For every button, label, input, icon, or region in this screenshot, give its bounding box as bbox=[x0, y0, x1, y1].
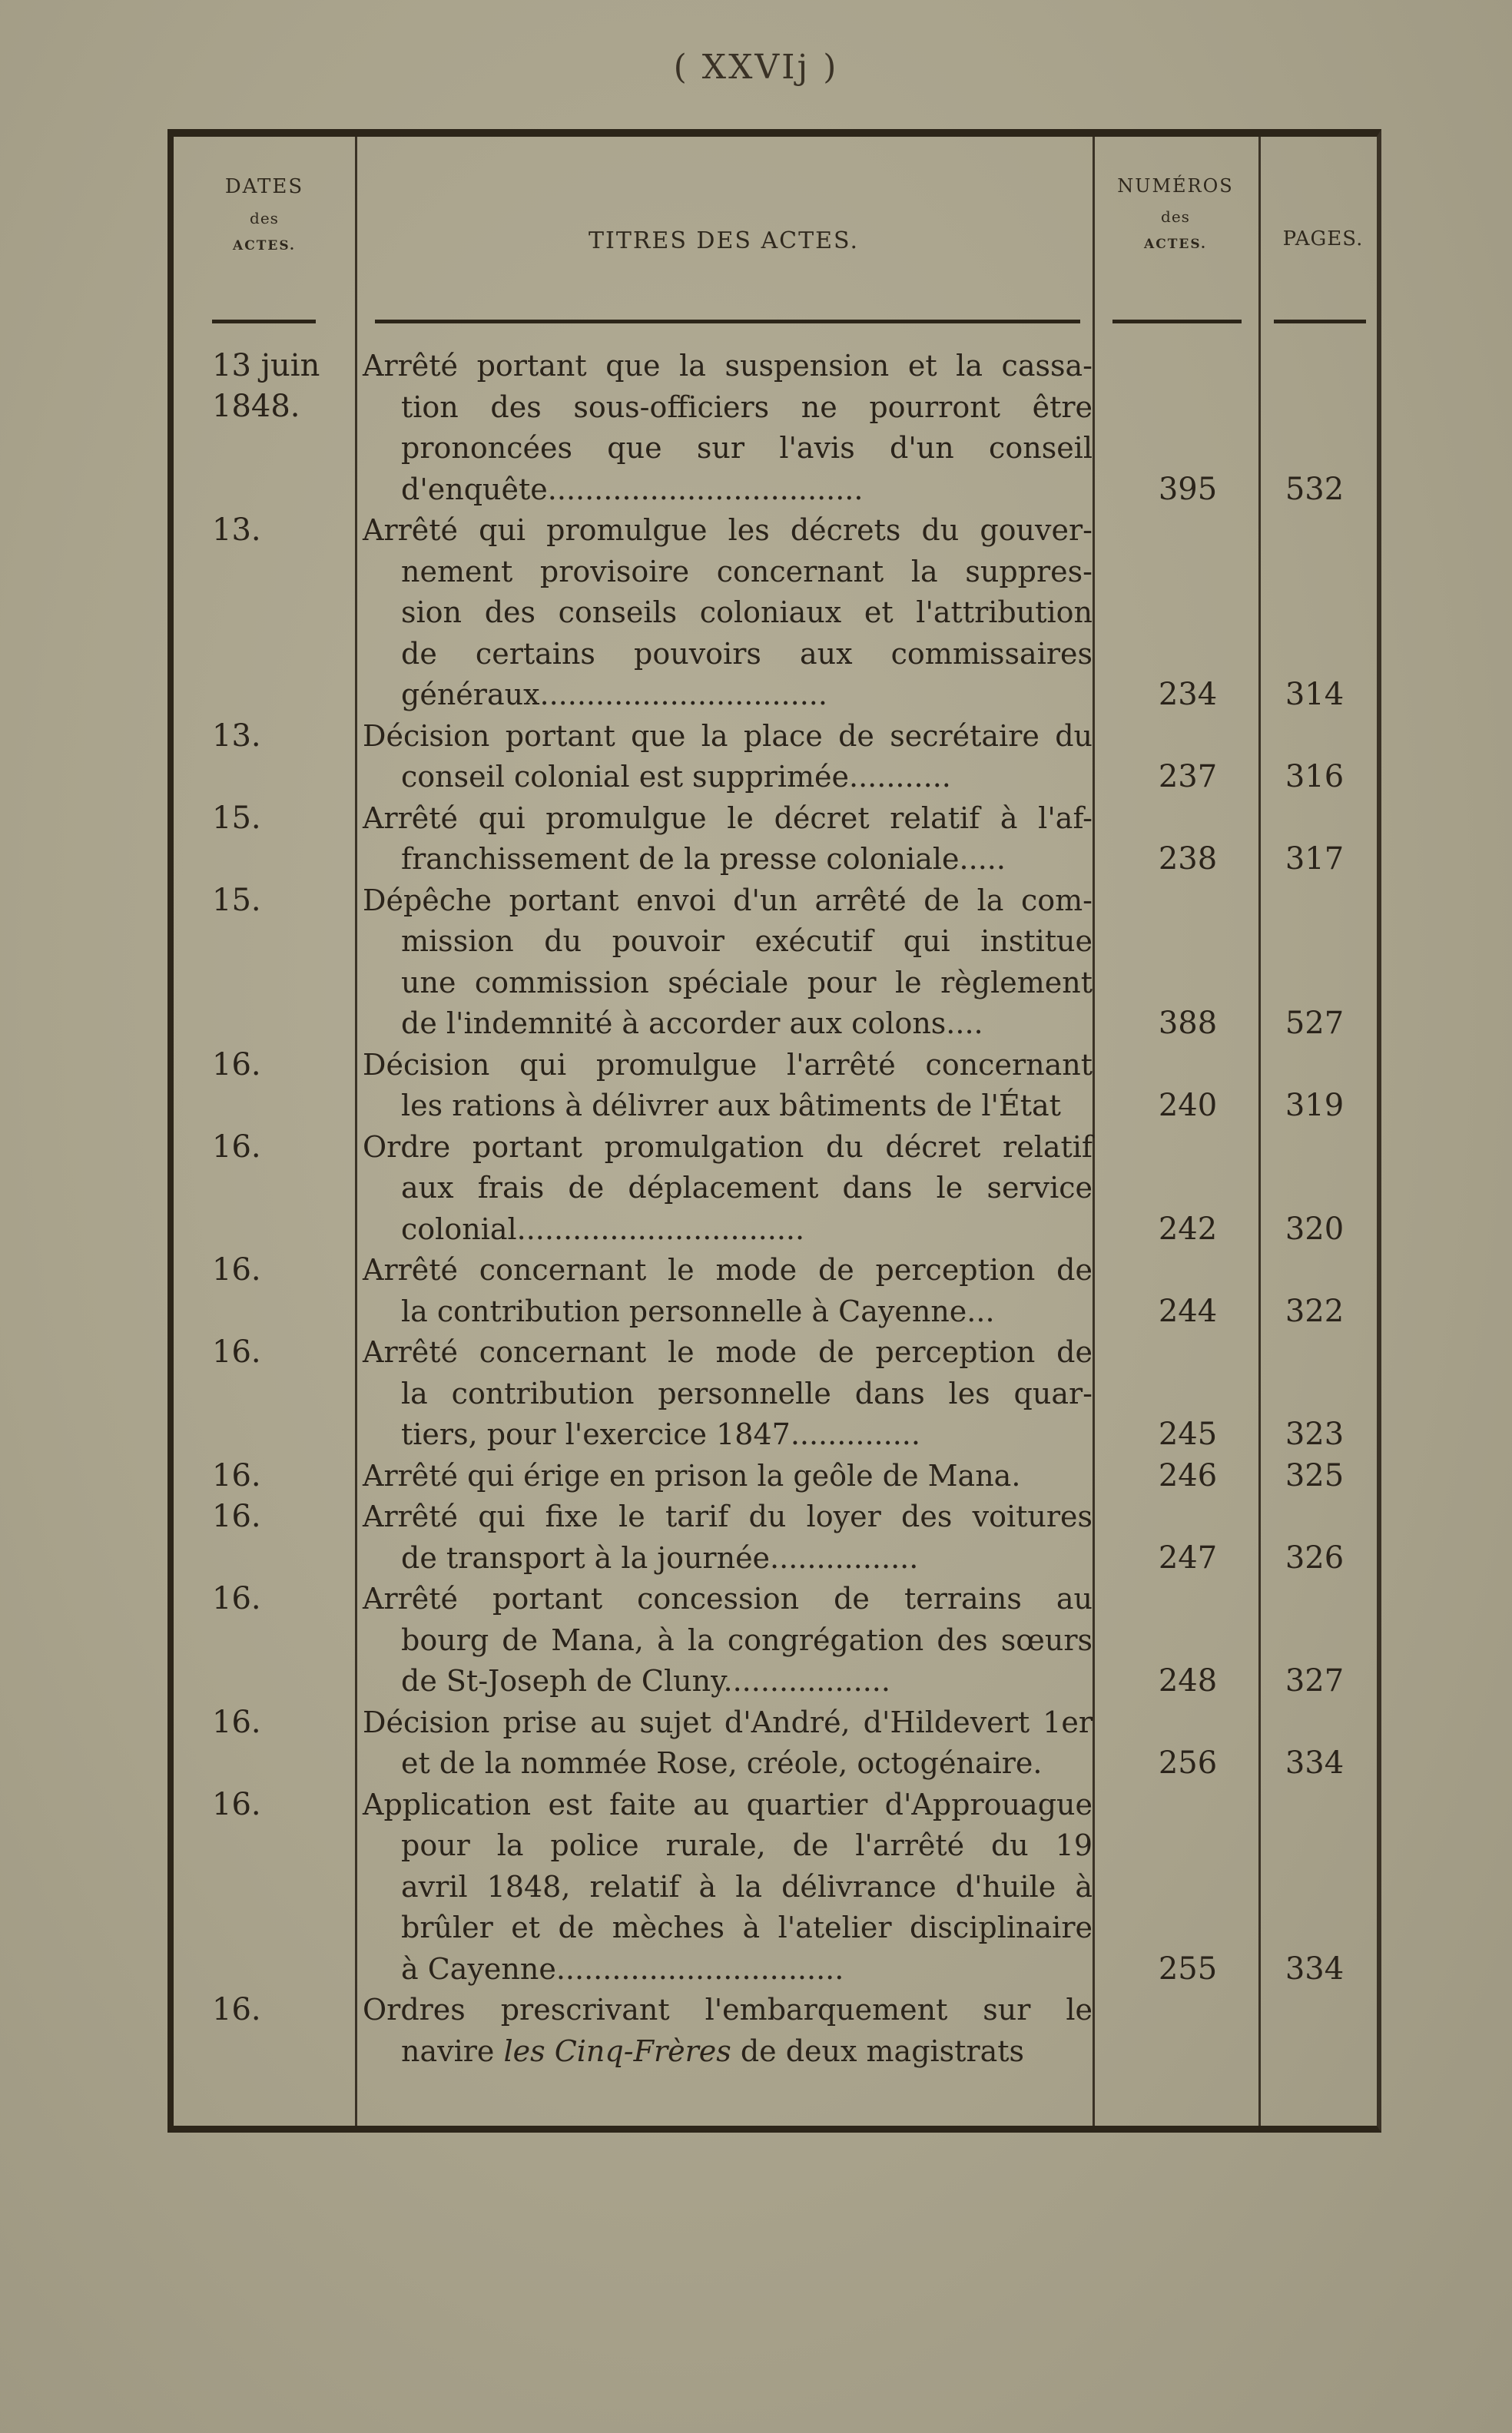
entry-number: 247 bbox=[1158, 1540, 1218, 1576]
entry-title-line: la contribution personnelle dans les quar- bbox=[401, 1376, 1093, 1410]
entry-title-line: une commission spéciale pour le règlement bbox=[401, 965, 1093, 999]
entry-title-line: nement provisoire concernant la suppres- bbox=[401, 554, 1093, 588]
entry-date: 16. bbox=[212, 1499, 261, 1534]
entry-title-line: de certains pouvoirs aux commissaires bbox=[401, 636, 1093, 671]
column-divider-numbers bbox=[1258, 137, 1261, 2126]
header-dates: DATES des ACTES. bbox=[224, 175, 304, 254]
column-divider-titles bbox=[1093, 137, 1095, 2126]
entry-title-line: Arrêté qui promulgue le décret relatif à l'af- bbox=[363, 801, 1093, 835]
entry-number: 248 bbox=[1158, 1663, 1218, 1699]
header-numbers: NUMÉROS des ACTES. bbox=[1117, 175, 1234, 252]
entry-page: 323 bbox=[1285, 1417, 1345, 1452]
entry-title bbox=[363, 716, 1093, 798]
entry-number: 238 bbox=[1158, 841, 1218, 877]
entry-title-line: bourg de Mana, à la congrégation des sœurs bbox=[401, 1623, 1093, 1657]
entry-title-line: pour la police rurale, de l'arrêté du 19 bbox=[401, 1828, 1093, 1862]
entry-number: 395 bbox=[1158, 471, 1218, 507]
entry-title-line bbox=[363, 2031, 1093, 2073]
header-rule-pages bbox=[1274, 320, 1366, 323]
entry-page: 316 bbox=[1285, 759, 1345, 794]
entry-date: 16. bbox=[212, 1457, 261, 1493]
entry-date: 16. bbox=[212, 1334, 261, 1370]
entry-title bbox=[363, 510, 1093, 716]
entry-title-text: navire bbox=[401, 2034, 504, 2068]
entry-title-line: brûler et de mèches à l'atelier disciplinaire bbox=[401, 1911, 1093, 1944]
entry-title-line: les rations à délivrer aux bâtiments de l'État bbox=[401, 1089, 1061, 1122]
entry-page: 527 bbox=[1285, 1006, 1345, 1041]
entry-page: 322 bbox=[1285, 1293, 1345, 1329]
entry-date: 13. bbox=[212, 718, 261, 754]
entry-page: 334 bbox=[1285, 1951, 1345, 1987]
entry-title-line: la contribution personnelle à Cayenne... bbox=[401, 1294, 995, 1328]
entry-title-line: colonial............................... bbox=[401, 1212, 805, 1246]
entry-title-line: Ordre portant promulgation du décret relatif bbox=[363, 1129, 1093, 1164]
entry-title-line: conseil colonial est supprimée........... bbox=[401, 760, 951, 794]
entry-title-line: Décision portant que la place de secrétaire du bbox=[363, 718, 1093, 753]
entry-title-line: de transport à la journée................ bbox=[401, 1540, 919, 1575]
header-rule-numbers bbox=[1112, 320, 1242, 323]
entry-title bbox=[363, 346, 1093, 510]
entry-title-line: Décision qui promulgue l'arrêté concernant bbox=[363, 1047, 1093, 1082]
entry-title-line: Arrêté portant concession de terrains au bbox=[363, 1582, 1093, 1616]
entry-page: 327 bbox=[1285, 1663, 1345, 1699]
entry-number: 242 bbox=[1158, 1211, 1218, 1247]
entry-title bbox=[363, 1990, 1093, 2072]
entry-title-line: sion des conseils coloniaux et l'attribution bbox=[401, 595, 1093, 629]
entry-title bbox=[363, 1702, 1093, 1785]
entry-title-line: prononcées que sur l'avis d'un conseil bbox=[401, 431, 1093, 465]
entry-title bbox=[363, 1127, 1093, 1251]
entry-title-line: Arrêté qui promulgue les décrets du gouver- bbox=[363, 513, 1093, 547]
entry-title-line: Arrêté portant que la suspension et la cassa- bbox=[363, 349, 1093, 383]
entry-number: 244 bbox=[1158, 1293, 1218, 1329]
entry-title-line: de St-Joseph de Cluny.................. bbox=[401, 1664, 890, 1698]
entry-title-line: avril 1848, relatif à la délivrance d'huile à bbox=[401, 1869, 1093, 1904]
entry-page: 326 bbox=[1285, 1540, 1345, 1576]
index-table bbox=[167, 129, 1381, 2133]
entry-title-line: et de la nommée Rose, créole, octogénaire. bbox=[401, 1746, 1043, 1780]
entry-title-line: aux frais de déplacement dans le service bbox=[401, 1171, 1093, 1205]
entry-title-line: Arrêté qui érige en prison la geôle de Mana. bbox=[363, 1458, 1021, 1493]
entry-page: 325 bbox=[1285, 1457, 1345, 1493]
entry-date: 16. bbox=[212, 1129, 261, 1165]
entry-title-line: Ordres prescrivant l'embarquement sur le bbox=[363, 1993, 1093, 2027]
entry-date: 13. bbox=[212, 512, 261, 548]
entry-title-line: franchissement de la presse coloniale..... bbox=[401, 842, 1006, 876]
header-rule-dates bbox=[212, 320, 316, 323]
entry-date: 15. bbox=[212, 882, 261, 918]
entry-date: 16. bbox=[212, 1992, 261, 2027]
entry-title-line: Arrêté concernant le mode de perception de bbox=[363, 1253, 1093, 1287]
entry-date: 15. bbox=[212, 800, 261, 836]
entry-title-line: mission du pouvoir exécutif qui institue bbox=[401, 924, 1093, 958]
entry-title-line: Application est faite au quartier d'Approuague bbox=[363, 1787, 1093, 1821]
entry-title bbox=[363, 1045, 1093, 1127]
entry-date: 16. bbox=[212, 1046, 261, 1082]
entry-page: 334 bbox=[1285, 1745, 1345, 1781]
entry-title bbox=[363, 1332, 1093, 1456]
header-rule-titles bbox=[375, 320, 1080, 323]
entry-date: 16. bbox=[212, 1252, 261, 1288]
entry-number: 388 bbox=[1158, 1006, 1218, 1041]
entry-title-line: tiers, pour l'exercice 1847.............. bbox=[401, 1417, 920, 1451]
entry-title bbox=[363, 1579, 1093, 1702]
page-number: ( XXVIj ) bbox=[673, 48, 839, 87]
ship-name: les Cinq-Frères bbox=[503, 2034, 731, 2068]
entry-title-line: Arrêté qui fixe le tarif du loyer des voitures bbox=[363, 1500, 1093, 1533]
header-titles: TITRES DES ACTES. bbox=[588, 227, 860, 254]
entry-number: 237 bbox=[1158, 759, 1218, 794]
entry-number: 255 bbox=[1158, 1951, 1218, 1987]
entry-title-line: de l'indemnité à accorder aux colons.... bbox=[401, 1006, 983, 1040]
entry-title-line: tion des sous-officiers ne pourront être bbox=[401, 389, 1093, 424]
entry-date: 16. bbox=[212, 1581, 261, 1616]
entry-date: 13 juin 1848. bbox=[212, 348, 320, 424]
entry-title-line: Décision prise au sujet d'André, d'Hildevert 1er bbox=[363, 1705, 1093, 1739]
entry-title-line: à Cayenne............................... bbox=[401, 1951, 844, 1986]
entry-page: 314 bbox=[1285, 677, 1345, 712]
entry-number: 245 bbox=[1158, 1417, 1218, 1452]
entry-number: 246 bbox=[1158, 1457, 1218, 1493]
entry-title bbox=[363, 880, 1093, 1045]
entry-number: 240 bbox=[1158, 1088, 1218, 1123]
entry-number: 234 bbox=[1158, 677, 1218, 712]
entry-date: 16. bbox=[212, 1786, 261, 1822]
entry-title-text: de deux magistrats bbox=[731, 2034, 1025, 2068]
entry-page: 319 bbox=[1285, 1088, 1345, 1123]
entry-title-line: Dépêche portant envoi d'un arrêté de la com- bbox=[363, 883, 1093, 917]
entry-title bbox=[363, 1785, 1093, 1990]
entry-title bbox=[363, 1456, 1093, 1497]
entry-title bbox=[363, 798, 1093, 880]
entry-page: 320 bbox=[1285, 1211, 1345, 1247]
entry-title bbox=[363, 1497, 1093, 1579]
entry-title bbox=[363, 1250, 1093, 1332]
header-pages: PAGES. bbox=[1282, 227, 1364, 250]
entry-title-line: d'enquête.................................. bbox=[401, 472, 864, 506]
entry-page: 532 bbox=[1285, 471, 1345, 507]
entry-title-line: généraux............................... bbox=[401, 678, 827, 711]
entry-number: 256 bbox=[1158, 1745, 1218, 1781]
entry-page: 317 bbox=[1285, 841, 1345, 877]
entry-date: 16. bbox=[212, 1704, 261, 1740]
entry-title-line: Arrêté concernant le mode de perception de bbox=[363, 1335, 1093, 1369]
